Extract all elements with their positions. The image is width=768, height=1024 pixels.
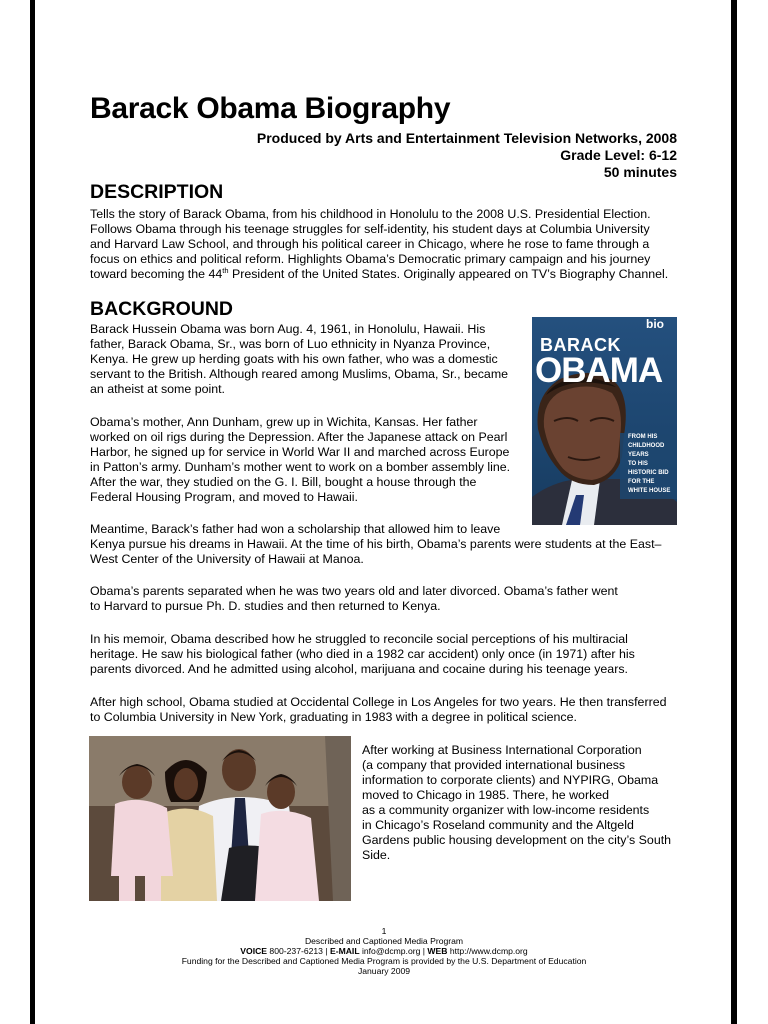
duration: 50 minutes bbox=[603, 164, 677, 180]
background-paragraph-4: Obama’s parents separated when he was two years old and later divorced. Obama’s father went to Harvard to pursue Ph. D. studies and then returned to Kenya. bbox=[90, 584, 618, 613]
description-text: Tells the story of Barack Obama, from his childhood in Honolulu to the 2008 U.S. Presidential Election. Follows Obama through his teenage struggles for self-identity, his student days at Columbia University and Harvard Law School, and through his political career in Chicago, where he rose to fame through a focus on ethics and political reform. Highlights Obama’s Democratic primary campaign and his journey toward becoming the 44th President of the United States. Originally appeared on TV’s Biography Channel. bbox=[90, 207, 669, 281]
family-photo-scene bbox=[89, 736, 351, 901]
background-paragraph-5: In his memoir, Obama described how he struggled to reconcile social perceptions of his multiracial heritage. He saw his biological father (who died in a 1982 car accident) only once (in 1971) after his parents divorced. And he admitted using alcohol, marijuana and cocaine during his teenage years. bbox=[90, 632, 635, 676]
background-heading: BACKGROUND bbox=[90, 298, 233, 320]
page-border-left bbox=[30, 0, 35, 1024]
background-paragraph-6: After high school, Obama studied at Occidental College in Los Angeles for two years. He then transferred to Columbia University in New York, graduating in 1983 with a degree in political science. bbox=[90, 695, 667, 724]
cover-name-last: OBAMA bbox=[535, 351, 663, 390]
footer-funding: Funding for the Described and Captioned Media Program is provided by the U.S. Department of Education bbox=[181, 956, 587, 966]
page-title: Barack Obama Biography bbox=[90, 92, 451, 125]
background-paragraph-1: Barack Hussein Obama was born Aug. 4, 1961, in Honolulu, Hawaii. His father, Barack Obama, Sr., was born of Luo ethnicity in Nyanza Province, Kenya. He grew up herding goats with his own father, who was a domestic servant to the British. Although reared among Muslims, Obama, Sr., became an atheist at some point. bbox=[90, 322, 509, 396]
background-paragraph-7: After working at Business International Corporation (a company that provided international business information to corporate clients) and NYPIRG, Obama moved to Chicago in 1985. There, he worked as a community organizer with low-income residents in Chicago’s Roseland community and the Altgeld Gardens public housing development on the city’s South Side. bbox=[362, 743, 672, 862]
producer-line: Produced by Arts and Entertainment Television Networks, 2008 bbox=[256, 130, 677, 146]
page-number: 1 bbox=[381, 926, 387, 936]
background-paragraph-3: Meantime, Barack’s father had won a scholarship that allowed him to leave Kenya pursue his dreams in Hawaii. At the time of his birth, Obama’s parents were students at the East– West Center of the University of Hawaii at Manoa. bbox=[90, 522, 662, 566]
description-heading: DESCRIPTION bbox=[90, 181, 224, 203]
cover-blurb: FROM HIS CHILDHOOD YEARS TO HIS HISTORIC BID FOR THE WHITE HOUSE bbox=[628, 434, 671, 494]
grade-level: Grade Level: 6-12 bbox=[560, 147, 677, 163]
footer-date: January 2009 bbox=[357, 966, 411, 976]
bio-logo: bio bbox=[646, 317, 664, 331]
footer-contact: VOICE 800-237-6213 | E-MAIL info@dcmp.org | WEB http://www.dcmp.org bbox=[240, 946, 528, 956]
dvd-cover-image bbox=[532, 317, 677, 525]
family-photo bbox=[89, 736, 351, 901]
cover-name-first: BARACK bbox=[540, 335, 621, 355]
background-paragraph-2: Obama’s mother, Ann Dunham, grew up in Wichita, Kansas. Her father worked on oil rigs during the Depression. After the Japanese attack on Pearl Harbor, he signed up for service in World War II and marched across Europe in Patton’s army. Dunham’s mother went to work on a bomber assembly line. After the war, they studied on the G. I. Bill, bought a house through the Federal Housing Program, and moved to Hawaii. bbox=[90, 415, 511, 504]
page-border-right bbox=[731, 0, 737, 1024]
footer-program: Described and Captioned Media Program bbox=[304, 936, 464, 946]
